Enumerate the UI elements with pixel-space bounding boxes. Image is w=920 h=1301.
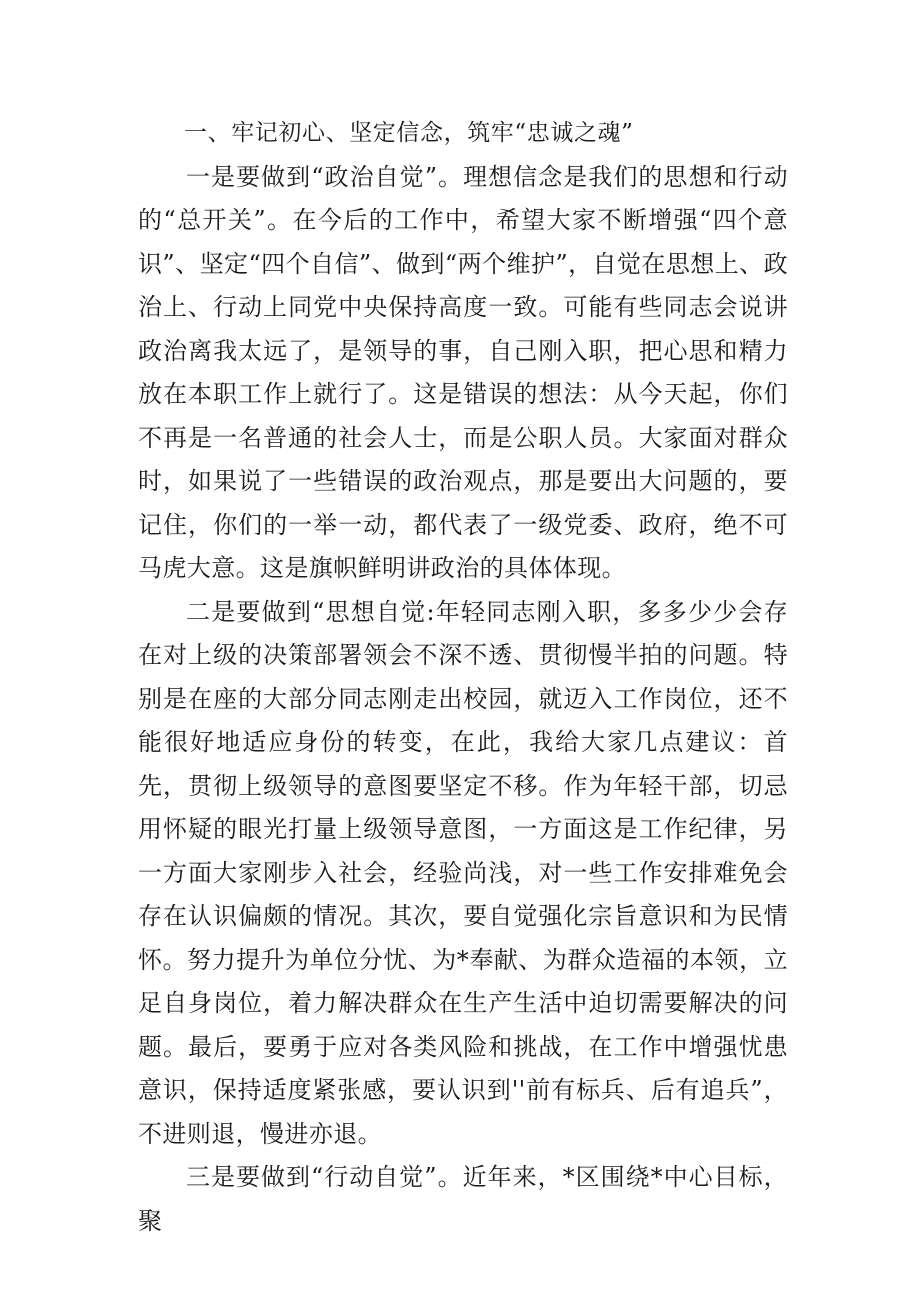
section-heading: 一、牢记初心、坚定信念，筑牢“忠诚之魂”: [184, 120, 634, 146]
document-body: [138, 112, 788, 1243]
paragraph-ideological-awareness: 二是要做到“思想自觉:年轻同志刚入职，多多少少会存在对上级的决策部署领会不深不透、贯彻慢半拍的问题。特别是在座的大部分同志刚走出校园，就迈入工作岗位，还不能很好地适应身份的转变，在此，我给大家几点建议：首先，贯彻上级领导的意图要坚定不移。作为年轻干部，切忌用怀疑的眼光打量上级领导意图，一方面这是工作纪律，另一方面大家刚步入社会，经验尚浅，对一些工作安排难免会存在认识偏颇的情况。其次，要自觉强化宗旨意识和为民情怀。努力提升为单位分忧、为*奉献、为群众造福的本领，立足自身岗位，着力解决群众在生产生活中迫切需要解决的问题。最后，要勇于应对各类风险和挑战，在工作中增强忧患意识，保持适度紧张感，要认识到''前有标兵、后有追兵”，不进则退，慢进亦退。: [138, 597, 788, 1148]
paragraph-political-awareness: 一是要做到“政治自觉”。理想信念是我们的思想和行动的“总开关”。在今后的工作中，希望大家不断增强“四个意识”、坚定“四个自信”、做到“两个维护”，自觉在思想上、政治上、行动上同党中央保持高度一致。可能有些同志会说讲政治离我太远了，是领导的事，自己刚入职，把心思和精力放在本职工作上就行了。这是错误的想法：从今天起，你们不再是一名普通的社会人士，而是公职人员。大家面对群众时，如果说了一些错误的政治观点，那是要出大问题的，要记住，你们的一举一动，都代表了一级党委、政府，绝不可马虎大意。这是旗帜鲜明讲政治的具体体现。: [138, 162, 788, 582]
paragraph-action-awareness: 三是要做到“行动自觉”。近年来，*区围绕*中心目标，聚: [138, 1163, 788, 1235]
